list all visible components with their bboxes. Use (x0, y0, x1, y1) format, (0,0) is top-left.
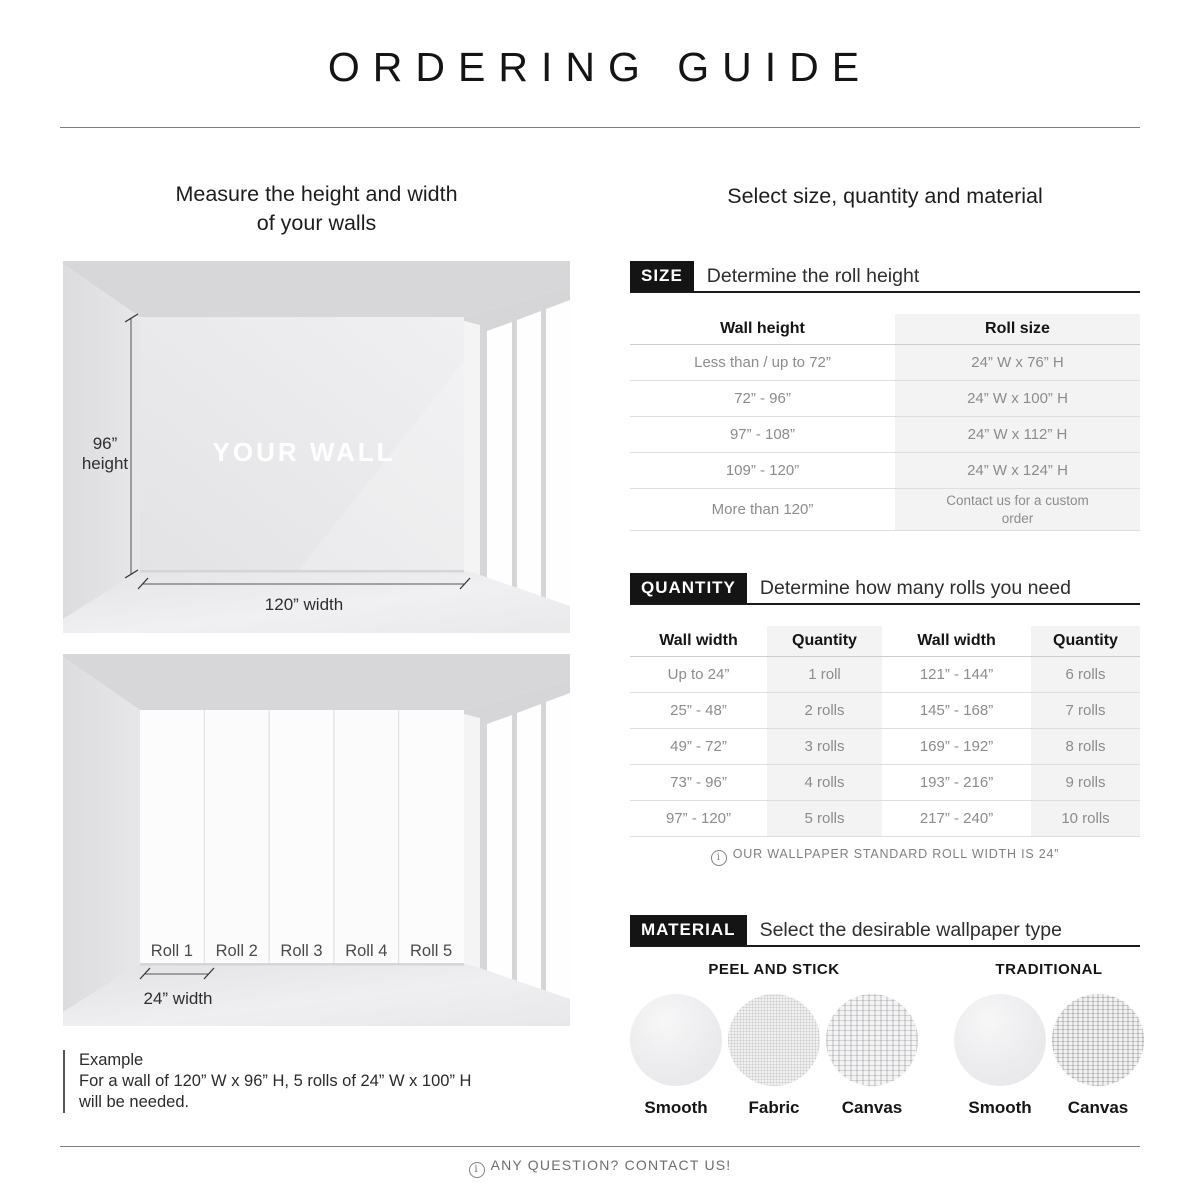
size-badge: SIZE (630, 261, 694, 291)
qty-col-header-quantity-1: Quantity (767, 626, 882, 657)
quantity-table (630, 626, 1140, 837)
material-section (630, 915, 1140, 1118)
left-wall (63, 657, 140, 1012)
height-value-label: 96” (92, 434, 118, 453)
top-divider (60, 127, 1140, 128)
left-column-heading (63, 180, 570, 238)
roll-label: Roll 3 (280, 942, 323, 960)
size-col-header-wall-height: Wall height (630, 314, 895, 345)
qty-row-quantity: 5 rolls (767, 801, 882, 837)
quantity-caption: Determine how many rolls you need (759, 576, 1071, 599)
info-icon: i (711, 850, 727, 866)
size-row-roll-size: 24” W x 112” H (895, 417, 1140, 453)
right-column-heading: Select size, quantity and material (727, 184, 1043, 208)
roll-label: Roll 5 (410, 942, 453, 960)
height-word-label: height (81, 454, 129, 473)
qty-row-wall-width: 169” - 192” (882, 729, 1031, 765)
material-badge: MATERIAL (630, 915, 747, 945)
canvas-texture-icon (1052, 994, 1144, 1086)
roll-panel (140, 710, 204, 964)
size-caption: Determine the roll height (706, 264, 920, 287)
qty-row-quantity: 6 rolls (1031, 657, 1140, 693)
qty-col-header-wall-width-1: Wall width (630, 626, 767, 657)
peel-and-stick-title: PEEL AND STICK (708, 961, 840, 978)
qty-row-wall-width: 145” - 168” (882, 693, 1031, 729)
qty-row-quantity: 8 rolls (1031, 729, 1140, 765)
traditional-swatches (954, 994, 1144, 1118)
material-groups (630, 961, 1140, 1118)
quantity-section (630, 573, 1140, 837)
traditional-title: TRADITIONAL (995, 961, 1103, 978)
qty-row-wall-width: 193” - 216” (882, 765, 1031, 801)
window-pane (487, 715, 512, 995)
qty-row-quantity: 9 rolls (1031, 765, 1140, 801)
swatch-label: Canvas (1067, 1098, 1129, 1117)
roll-width-label: 24” width (143, 989, 213, 1008)
size-row-roll-size: 24” W x 100” H (895, 381, 1140, 417)
traditional-group (954, 961, 1144, 1118)
size-col-header-roll-size: Roll size (895, 314, 1140, 345)
example-line1: For a wall of 120” W x 96” H, 5 rolls of 24” W x 100” H (79, 1072, 472, 1090)
example-block (63, 1050, 599, 1113)
size-row-wall-height: Less than / up to 72” (630, 345, 895, 381)
quantity-section-header (630, 573, 1140, 605)
size-row-roll-size (895, 489, 1140, 531)
swatch-smooth (954, 994, 1046, 1118)
roll-panel (334, 710, 398, 964)
fabric-texture-icon (728, 994, 820, 1086)
qty-row-wall-width: 217” - 240” (882, 801, 1031, 837)
window-pane (487, 322, 512, 602)
width-label: 120” width (264, 595, 344, 614)
smooth-texture-icon (954, 994, 1046, 1086)
qty-row-wall-width: Up to 24” (630, 657, 767, 693)
qty-row-wall-width: 25” - 48” (630, 693, 767, 729)
peel-and-stick-swatches (630, 994, 918, 1118)
material-caption: Select the desirable wallpaper type (759, 918, 1062, 941)
roll-panel (399, 710, 464, 964)
swatch-label: Fabric (748, 1098, 800, 1117)
left-heading-line2: of your walls (256, 211, 377, 235)
qty-row-quantity: 10 rolls (1031, 801, 1140, 837)
size-row-wall-height: 109” - 120” (630, 453, 895, 489)
example-title: Example (79, 1051, 144, 1069)
size-section (630, 261, 1140, 531)
qty-row-quantity: 1 roll (767, 657, 882, 693)
example-line2: will be needed. (79, 1093, 190, 1111)
size-row-wall-height: 97” - 108” (630, 417, 895, 453)
roll-panel (270, 710, 334, 964)
swatch-canvas (1052, 994, 1144, 1118)
roll-panel (205, 710, 269, 964)
qty-row-wall-width: 121” - 144” (882, 657, 1031, 693)
size-table (630, 314, 1140, 531)
qty-row-quantity: 2 rolls (767, 693, 882, 729)
footer-contact-text: ANY QUESTION? CONTACT US! (490, 1157, 732, 1173)
swatch-fabric (728, 994, 820, 1118)
swatch-smooth (630, 994, 722, 1118)
roll-label: Roll 1 (150, 942, 193, 960)
room-illustration-rolls (63, 654, 570, 1026)
qty-col-header-quantity-2: Quantity (1031, 626, 1140, 657)
wall-floor-shadow (140, 570, 464, 573)
custom-order-note: Contact us for a custom order (946, 492, 1089, 526)
window-pane (517, 704, 541, 1004)
roll-label: Roll 4 (345, 942, 388, 960)
window-frame (464, 714, 480, 968)
qty-col-header-wall-width-2: Wall width (882, 626, 1031, 657)
footer-contact-note (0, 1157, 1200, 1178)
quantity-badge: QUANTITY (630, 573, 747, 603)
page-title: ORDERING GUIDE (327, 44, 873, 90)
peel-and-stick-group (630, 961, 918, 1118)
window-pane (517, 311, 541, 611)
qty-row-wall-width: 97” - 120” (630, 801, 767, 837)
window-pane (546, 300, 570, 620)
smooth-texture-icon (630, 994, 722, 1086)
size-row-wall-height: More than 120” (630, 489, 895, 531)
swatch-label: Smooth (644, 1098, 708, 1117)
size-row-roll-size: 24” W x 76” H (895, 345, 1140, 381)
swatch-label: Smooth (968, 1098, 1032, 1117)
qty-row-quantity: 4 rolls (767, 765, 882, 801)
standard-roll-width-text: OUR WALLPAPER STANDARD ROLL WIDTH IS 24” (732, 847, 1060, 861)
floor (63, 964, 570, 1026)
swatch-label: Canvas (841, 1098, 903, 1117)
bottom-divider (60, 1146, 1140, 1147)
qty-row-wall-width: 49” - 72” (630, 729, 767, 765)
qty-row-wall-width: 73” - 96” (630, 765, 767, 801)
window-pane (546, 693, 570, 1013)
your-wall-label: YOUR WALL (212, 437, 396, 467)
left-heading-line1: Measure the height and width (175, 182, 458, 206)
roll-label: Roll 2 (215, 942, 258, 960)
wall-floor-shadow (140, 963, 464, 966)
swatch-canvas (826, 994, 918, 1118)
window-frame (464, 321, 480, 575)
standard-roll-width-note (630, 847, 1140, 866)
material-section-header (630, 915, 1140, 947)
size-section-header (630, 261, 1140, 293)
size-row-roll-size: 24” W x 124” H (895, 453, 1140, 489)
canvas-texture-icon (826, 994, 918, 1086)
room-illustration-measure (63, 261, 570, 633)
info-icon: i (469, 1162, 485, 1178)
qty-row-quantity: 7 rolls (1031, 693, 1140, 729)
size-row-wall-height: 72” - 96” (630, 381, 895, 417)
qty-row-quantity: 3 rolls (767, 729, 882, 765)
